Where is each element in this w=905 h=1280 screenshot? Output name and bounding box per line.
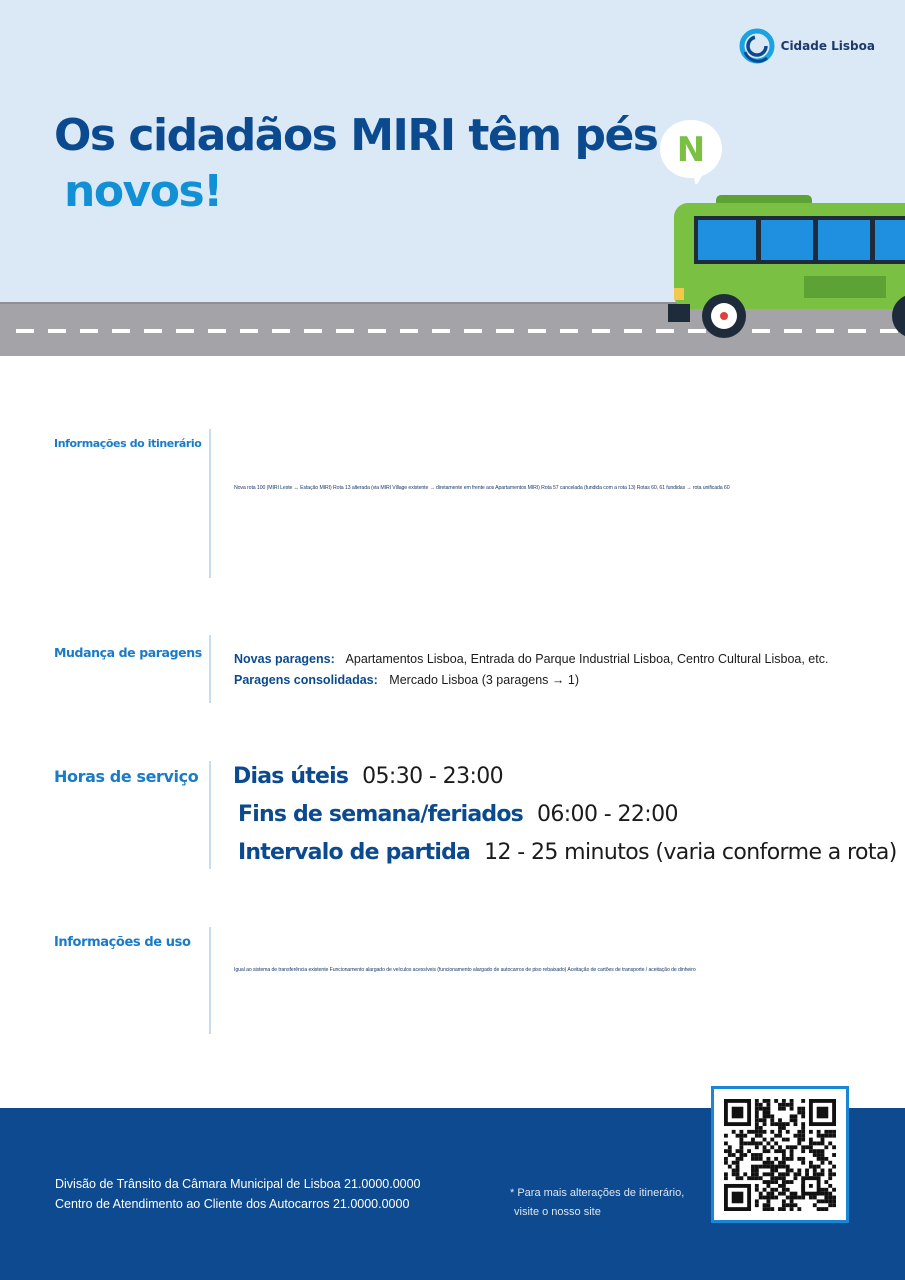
- hours-divider: [209, 761, 211, 869]
- stops-details: [234, 649, 828, 691]
- qr-code-frame[interactable]: [711, 1086, 849, 1223]
- weekdays-value: 05:30 - 23:00: [362, 764, 504, 789]
- consolidated-stops-value: Mercado Lisboa (3 paragens → 1): [389, 673, 579, 687]
- website-note: [510, 1184, 684, 1222]
- contact-lines: [55, 1174, 421, 1214]
- itinerary-title: Informações do itinerário: [54, 437, 202, 450]
- weekdays-row: [233, 764, 503, 789]
- title-line-2: novos!: [64, 166, 222, 217]
- cidade-lisboa-logo-icon: [739, 28, 775, 64]
- itinerary-text: Nova rota 100 (MIRI Leste ↔ Estação MIRI) Rota 13 alterada (via MIRI Village existente → diretamente em frente aos Apartamentos MIRI) Rota 57 cancelada (fundida com a rota 13) Rotas 60, 61 fundidas → rota unificada 60: [234, 485, 730, 491]
- stops-title: Mudança de paragens: [54, 645, 202, 660]
- weekdays-label: Dias úteis: [233, 764, 349, 789]
- brand[interactable]: [739, 28, 875, 64]
- contact-bus-service-center: Centro de Atendimento ao Cliente dos Autocarros 21.0000.0000: [55, 1197, 410, 1211]
- hours-title: Horas de serviço: [54, 767, 199, 786]
- title-line-1: Os cidadãos MIRI têm pés: [54, 110, 658, 161]
- new-stops-row: [234, 649, 828, 670]
- interval-label: Intervalo de partida: [238, 840, 471, 865]
- consolidated-stops-label: Paragens consolidadas:: [234, 673, 378, 687]
- contact-traffic-division: Divisão de Trânsito da Câmara Municipal de Lisboa 21.0000.0000: [55, 1177, 421, 1191]
- interval-value: 12 - 25 minutos (varia conforme a rota): [484, 840, 897, 865]
- weekends-label: Fins de semana/feriados: [238, 802, 523, 827]
- website-note-line-2: visite o nosso site: [514, 1206, 601, 1218]
- weekends-value: 06:00 - 22:00: [536, 802, 678, 827]
- speech-bubble-icon: [658, 118, 724, 184]
- hero-banner: [0, 0, 905, 356]
- interval-row: [238, 840, 897, 865]
- bus-icon: [666, 192, 905, 342]
- stops-divider: [209, 635, 211, 703]
- itinerary-divider: [209, 429, 211, 578]
- usage-divider: [209, 927, 211, 1034]
- usage-title: Informações de uso: [54, 935, 191, 950]
- brand-name: Cidade Lisboa: [780, 39, 875, 53]
- qr-code-icon[interactable]: [724, 1099, 836, 1211]
- weekends-row: [238, 802, 678, 827]
- page-title: [54, 108, 657, 220]
- new-stops-label: Novas paragens:: [234, 652, 335, 666]
- website-note-line-1: * Para mais alterações de itinerário,: [510, 1187, 685, 1199]
- usage-text: Igual ao sistema de transferência existente Funcionamento alargado de veículos acessíveis (funcionamento alargado de autocarros de piso rebaixado) Aceitação de cartões de transporte / aceitação de dinheiro: [234, 967, 696, 973]
- new-stops-value: Apartamentos Lisboa, Entrada do Parque Industrial Lisboa, Centro Cultural Lisboa, etc.: [345, 652, 829, 666]
- bubble-letter: N: [676, 130, 706, 170]
- consolidated-stops-row: [234, 670, 828, 691]
